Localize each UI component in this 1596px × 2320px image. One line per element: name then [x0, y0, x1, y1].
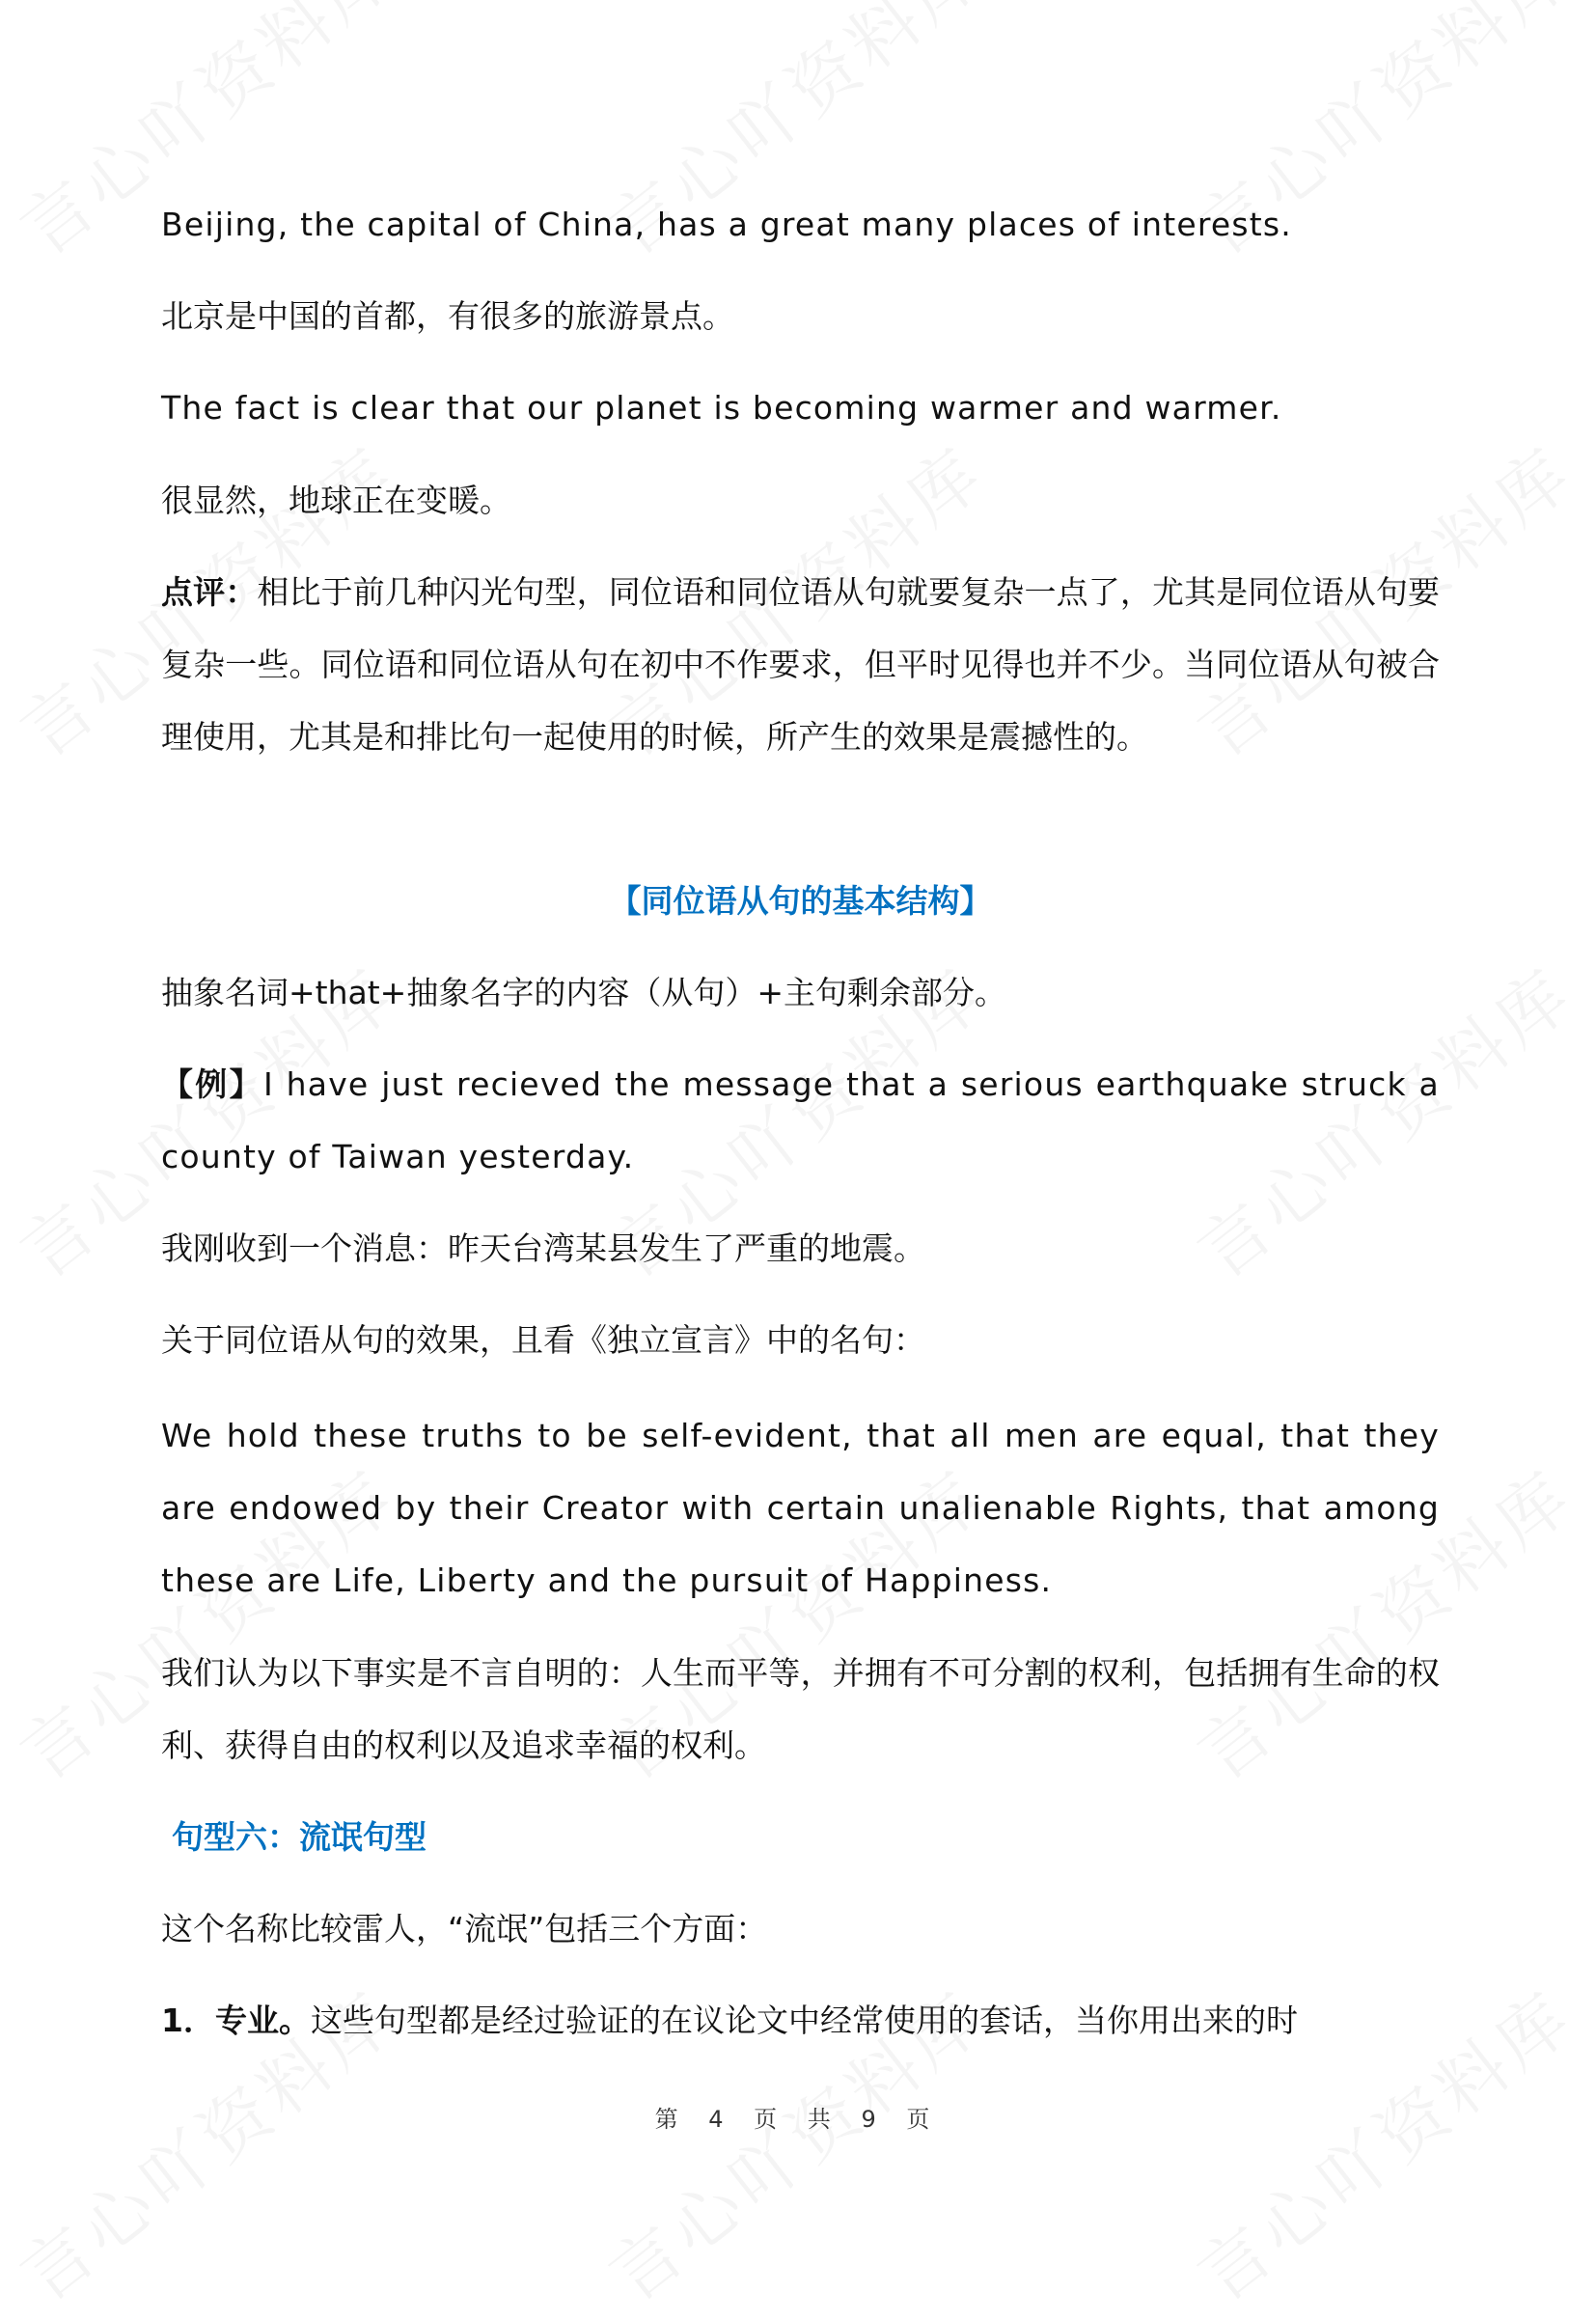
example-paragraph-en	[161, 1048, 1440, 1193]
page-indicator: 第 4 页 共 9 页	[654, 2106, 942, 2133]
independence-quote-zh: 我们认为以下事实是不言自明的：人生而平等，并拥有不可分割的权利，包括拥有生命的权利、获得自由的权利以及追求幸福的权利。	[161, 1654, 1440, 1764]
paragraph-example-beijing-en: Beijing, the capital of China, has a great many places of interests.	[161, 206, 1293, 243]
comment-label: 点评：	[161, 573, 258, 611]
paragraph-example-planet-en: The fact is clear that our planet is becoming warmer and warmer.	[161, 389, 1282, 427]
structure-formula: 抽象名词+that+抽象名字的内容（从句）+主句剩余部分。	[161, 974, 1006, 1011]
example-label: 【例】	[161, 1065, 263, 1103]
point-one-paragraph	[161, 1984, 1440, 2057]
section-heading: 【同位语从句的基本结构】	[609, 882, 992, 920]
comment-paragraph	[161, 556, 1440, 773]
paragraph-example-beijing-zh: 北京是中国的首都，有很多的旅游景点。	[161, 297, 734, 335]
independence-intro: 关于同位语从句的效果，且看《独立宣言》中的名句：	[161, 1321, 925, 1359]
pattern-six-intro: 这个名称比较雷人，“流氓”包括三个方面：	[161, 1910, 768, 1947]
paragraph-example-planet-zh: 很显然，地球正在变暖。	[161, 482, 511, 519]
pattern-six-heading: 句型六：流氓句型	[172, 1818, 427, 1856]
point-one-text: 这些句型都是经过验证的在议论文中经常使用的套话，当你用出来的时	[310, 2002, 1298, 2039]
point-one-label: 1．专业。	[161, 2002, 311, 2039]
example-text-en: I have just recieved the message that a serious earthquake struck a county of Taiwan yesterday.	[161, 1065, 1440, 1175]
independence-quote-en: We hold these truths to be self-evident, that all men are equal, that they are endowed by their Creator with certain unalienable Rights, that among these are Life, Liberty and the pursuit of Happiness.	[161, 1417, 1440, 1599]
comment-text: 相比于前几种闪光句型，同位语和同位语从句就要复杂一点了，尤其是同位语从句要复杂一些。同位语和同位语从句在初中不作要求，但平时见得也并不少。当同位语从句被合理使用，尤其是和排比句一起使用的时候，所产生的效果是震撼性的。	[161, 573, 1441, 756]
example-paragraph-zh: 我刚收到一个消息：昨天台湾某县发生了严重的地震。	[161, 1229, 925, 1267]
